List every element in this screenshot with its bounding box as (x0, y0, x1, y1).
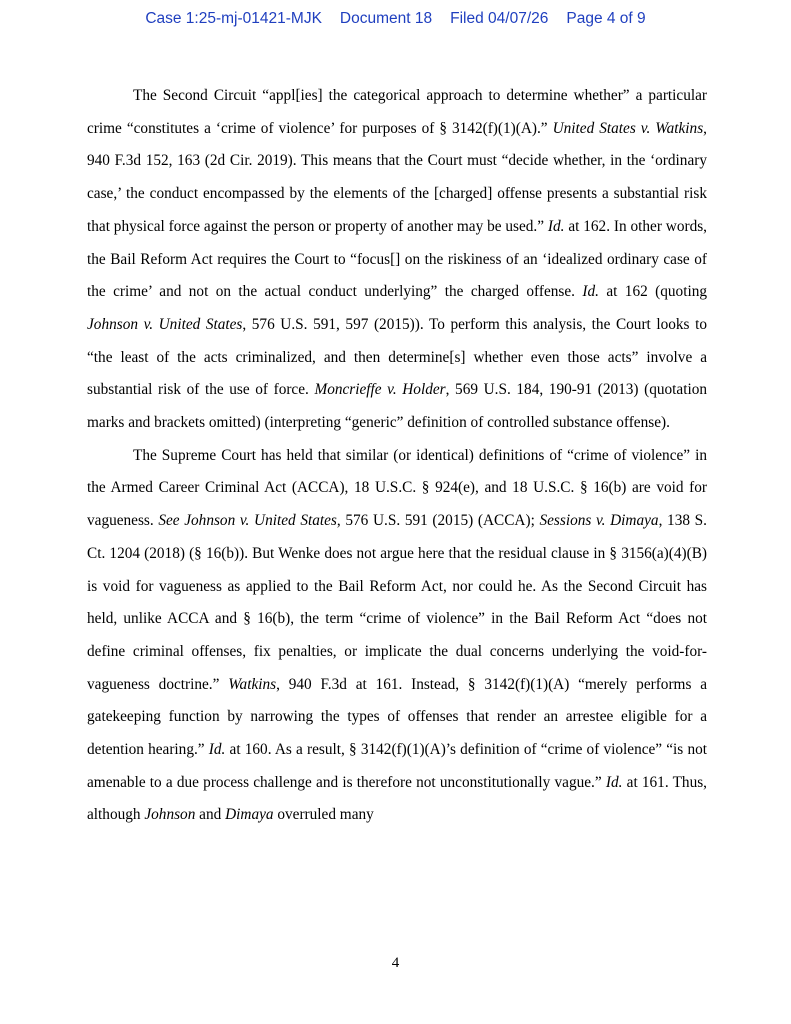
page-number: 4 (391, 955, 400, 971)
citation-italic: Id. (547, 217, 565, 235)
document-body (87, 80, 707, 832)
citation-italic: United States v. Watkins (552, 119, 704, 137)
case-header (0, 10, 791, 28)
citation-italic: Dimaya (225, 806, 274, 824)
citation-italic: See Johnson v. United States (158, 512, 337, 530)
citation-italic: Watkins (228, 675, 277, 693)
citation-italic: Johnson (144, 806, 196, 824)
text-run: at 162 (quoting (598, 283, 707, 301)
citation-italic: Id. (582, 283, 599, 301)
text-run: at 160. As a result, § 3142(f)(1)(A)’s definition of “crime of violence” “is not amenable to a due process challenge and is therefore not unconstitutionally vague.” (87, 741, 707, 791)
text-run: overruled many (273, 806, 374, 824)
citation-italic: Moncrieffe v. Holder (314, 381, 446, 399)
text-run: , 576 U.S. 591 (2015) (ACCA); (336, 512, 540, 530)
citation-italic: Sessions v. Dimaya (539, 512, 659, 530)
paragraph (87, 80, 707, 440)
text-run: , 940 F.3d 152, 163 (2d Cir. 2019). This means that the Court must “decide whether, in the ‘ordinary case,’ the conduct encompassed by the elements of the [charged] offense presents a substantial risk that physical force against the person or property of another may be used.” (87, 119, 707, 235)
text-run: , 138 S. Ct. 1204 (2018) (§ 16(b)). But Wenke does not argue here that the residual clause in § 3156(a)(4)(B) is void for vagueness as applied to the Bail Reform Act, nor could he. As the Second Circuit has held, unlike ACCA and § 16(b), the term “crime of violence” in the Bail Reform Act “does not define criminal offenses, fix penalties, or implicate the dual concerns underlying the void-for-vagueness doctrine.” (87, 512, 707, 693)
text-run: The Second Circuit “appl[ies] the categorical approach to determine whether” a particular crime “constitutes a ‘crime of violence’ for purposes of § 3142(f)(1)(A).” (87, 87, 707, 137)
citation-italic: Id. (605, 773, 623, 791)
case-number: Case 1:25-mj-01421-MJK (145, 10, 322, 27)
citation-italic: Johnson v. United States (87, 315, 243, 333)
text-run: at 161. Thus, although (87, 773, 707, 824)
text-run: The Supreme Court has held that similar (or identical) definitions of “crime of violence” in the Armed Career Criminal Act (ACCA), 18 U.S.C. § 924(e), and 18 U.S.C. § 16(b) are void for vagueness. (87, 446, 707, 530)
text-run: , 940 F.3d at 161. Instead, § 3142(f)(1)(A) “merely performs a gatekeeping function by narrowing the types of offenses that render an arrestee eligible for a detention hearing.” (87, 675, 707, 759)
paragraph (87, 440, 707, 832)
filed-date: Filed 04/07/26 (450, 10, 549, 27)
text-run: , 569 U.S. 184, 190-91 (2013) (quotation marks and brackets omitted) (interpreting “generic” definition of controlled substance offense). (87, 381, 708, 432)
page-indicator: Page 4 of 9 (566, 10, 646, 27)
text-run: and (195, 806, 226, 824)
citation-italic: Id. (208, 741, 226, 759)
text-run: at 162. In other words, the Bail Reform Act requires the Court to “focus[] on the riskiness of an ‘idealized ordinary case of the crime’ and not on the actual conduct underlying” the charged offense. (87, 217, 707, 301)
text-run: , 576 U.S. 591, 597 (2015)). To perform this analysis, the Court looks to “the least of the acts criminalized, and then determine[s] whether even those acts” involve a substantial risk of the use of force. (87, 315, 707, 399)
document-number: Document 18 (339, 10, 433, 27)
